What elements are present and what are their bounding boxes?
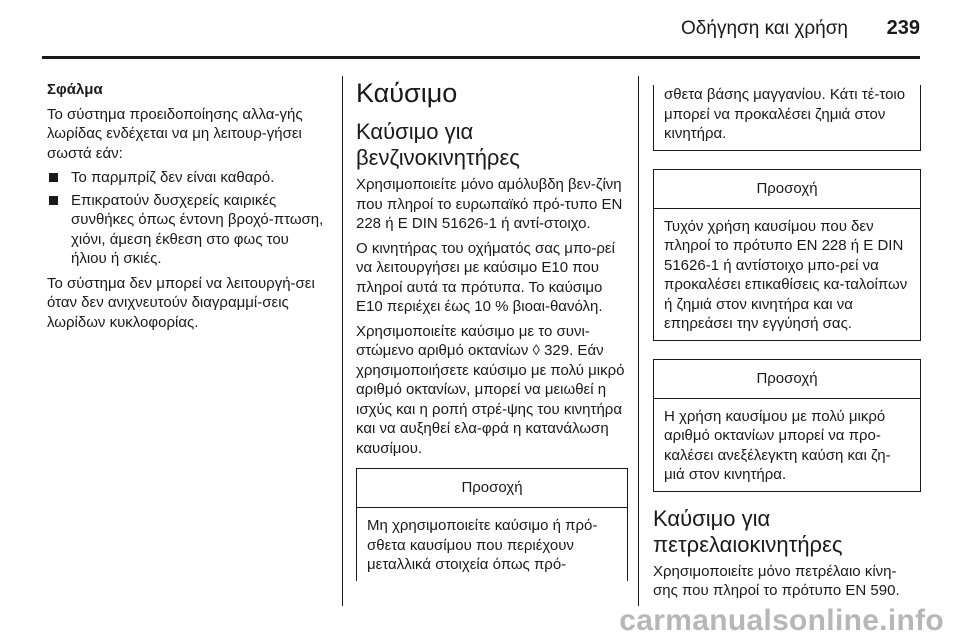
petrol-subtitle: Καύσιμο για βενζινοκινητήρες bbox=[356, 119, 520, 170]
caution-box-1 bbox=[356, 468, 628, 581]
fault-bullet-list bbox=[47, 168, 327, 269]
fault-intro: Το σύστημα προειδοποίησης αλλα-γής λωρίδας ενδέχεται να μη λειτουρ-γήσει σωστά εάν: bbox=[47, 105, 303, 162]
bullet-item: Το παρμπρίζ δεν είναι καθαρό. bbox=[47, 168, 327, 188]
caution-box-3 bbox=[653, 359, 921, 492]
watermark: carmanualsonline.info bbox=[619, 604, 944, 637]
column-divider-2 bbox=[638, 76, 639, 606]
caution-box-1-continued bbox=[653, 85, 921, 151]
caution-text: Μη χρησιμοποιείτε καύσιμο ή πρό-σθετα καυσίμου που περιέχουν μεταλλικά στοιχεία όπως πρό- bbox=[367, 517, 598, 573]
column-3 bbox=[653, 85, 921, 606]
column-1 bbox=[47, 80, 327, 337]
section-title: Καύσιμο bbox=[356, 78, 458, 108]
petrol-para-2: Ο κινητήρας του οχήματός σας μπο-ρεί να λειτουργήσει με καύσιμο E10 που πληροί αυτά τα πρότυπα. Το καύσιμο E10 περιέχει έως 10 % βιοαι-θανόλη. bbox=[356, 239, 615, 315]
column-2 bbox=[356, 77, 628, 581]
caution-box-2 bbox=[653, 169, 921, 341]
caution-title: Προσοχή bbox=[654, 360, 920, 399]
fault-outro: Το σύστημα δεν μπορεί να λειτουργή-σει όταν δεν ανιχνευτούν διαγραμμί-σεις λωρίδων κυκλοφορίας. bbox=[47, 274, 315, 331]
caution-text: Τυχόν χρήση καυσίμου που δεν πληροί το πρότυπο EN 228 ή E DIN 51626-1 ή αντίστοιχο μπο-ρεί να προκαλέσει επικαθίσεις κα-ταλοίπων ή ζημιά στον κινητήρα και να επηρεάσει την εγγύησή σας. bbox=[664, 217, 908, 332]
caution-title: Προσοχή bbox=[654, 170, 920, 209]
header-rule bbox=[42, 56, 920, 59]
page-number: 239 bbox=[886, 17, 920, 39]
caution-text-continued: σθετα βάσης μαγγανίου. Κάτι τέ-τοιο μπορεί να προκαλέσει ζημιά στον κινητήρα. bbox=[664, 86, 906, 142]
caution-text: Η χρήση καυσίμου με πολύ μικρό αριθμό οκτανίων μπορεί να προ-καλέσει ανεξέλεγκτη καύση και ζη-μιά στον κινητήρα. bbox=[664, 407, 891, 483]
caution-title: Προσοχή bbox=[357, 469, 627, 508]
bullet-item: Επικρατούν δυσχερείς καιρικές συνθήκες όπως έντονη βροχό-πτωση, χιόνι, άμεση έκθεση στο φως του ήλιου ή σκιές. bbox=[47, 191, 327, 269]
petrol-para-1: Χρησιμοποιείτε μόνο αμόλυβδη βεν-ζίνη που πληροί το ευρωπαϊκό πρό-τυπο EN 228 ή E DIN 51626-1 ή αντί-στοιχο. bbox=[356, 176, 623, 232]
header-title: Οδήγηση και χρήση bbox=[681, 18, 848, 39]
fault-heading: Σφάλμα bbox=[47, 81, 103, 98]
diesel-subtitle: Καύσιμο για πετρελαιοκινητήρες bbox=[653, 505, 843, 557]
diesel-para: Χρησιμοποιείτε μόνο πετρέλαιο κίνη-σης που πληροί το πρότυπο EN 590. bbox=[653, 562, 900, 599]
column-divider-1 bbox=[342, 76, 343, 606]
petrol-para-3: Χρησιμοποιείτε καύσιμο με το συνι-στώμενο αριθμό οκτανίων ◊ 329. Εάν χρησιμοποιήσετε καύσιμο με πολύ μικρό αριθμό οκτανίων, μπορεί να μειωθεί η ισχύς και η ροπή στρέ-ψης του κινητήρα και να αυξηθεί ελα-φρά η κατανάλωση καυσίμου. bbox=[356, 322, 625, 457]
